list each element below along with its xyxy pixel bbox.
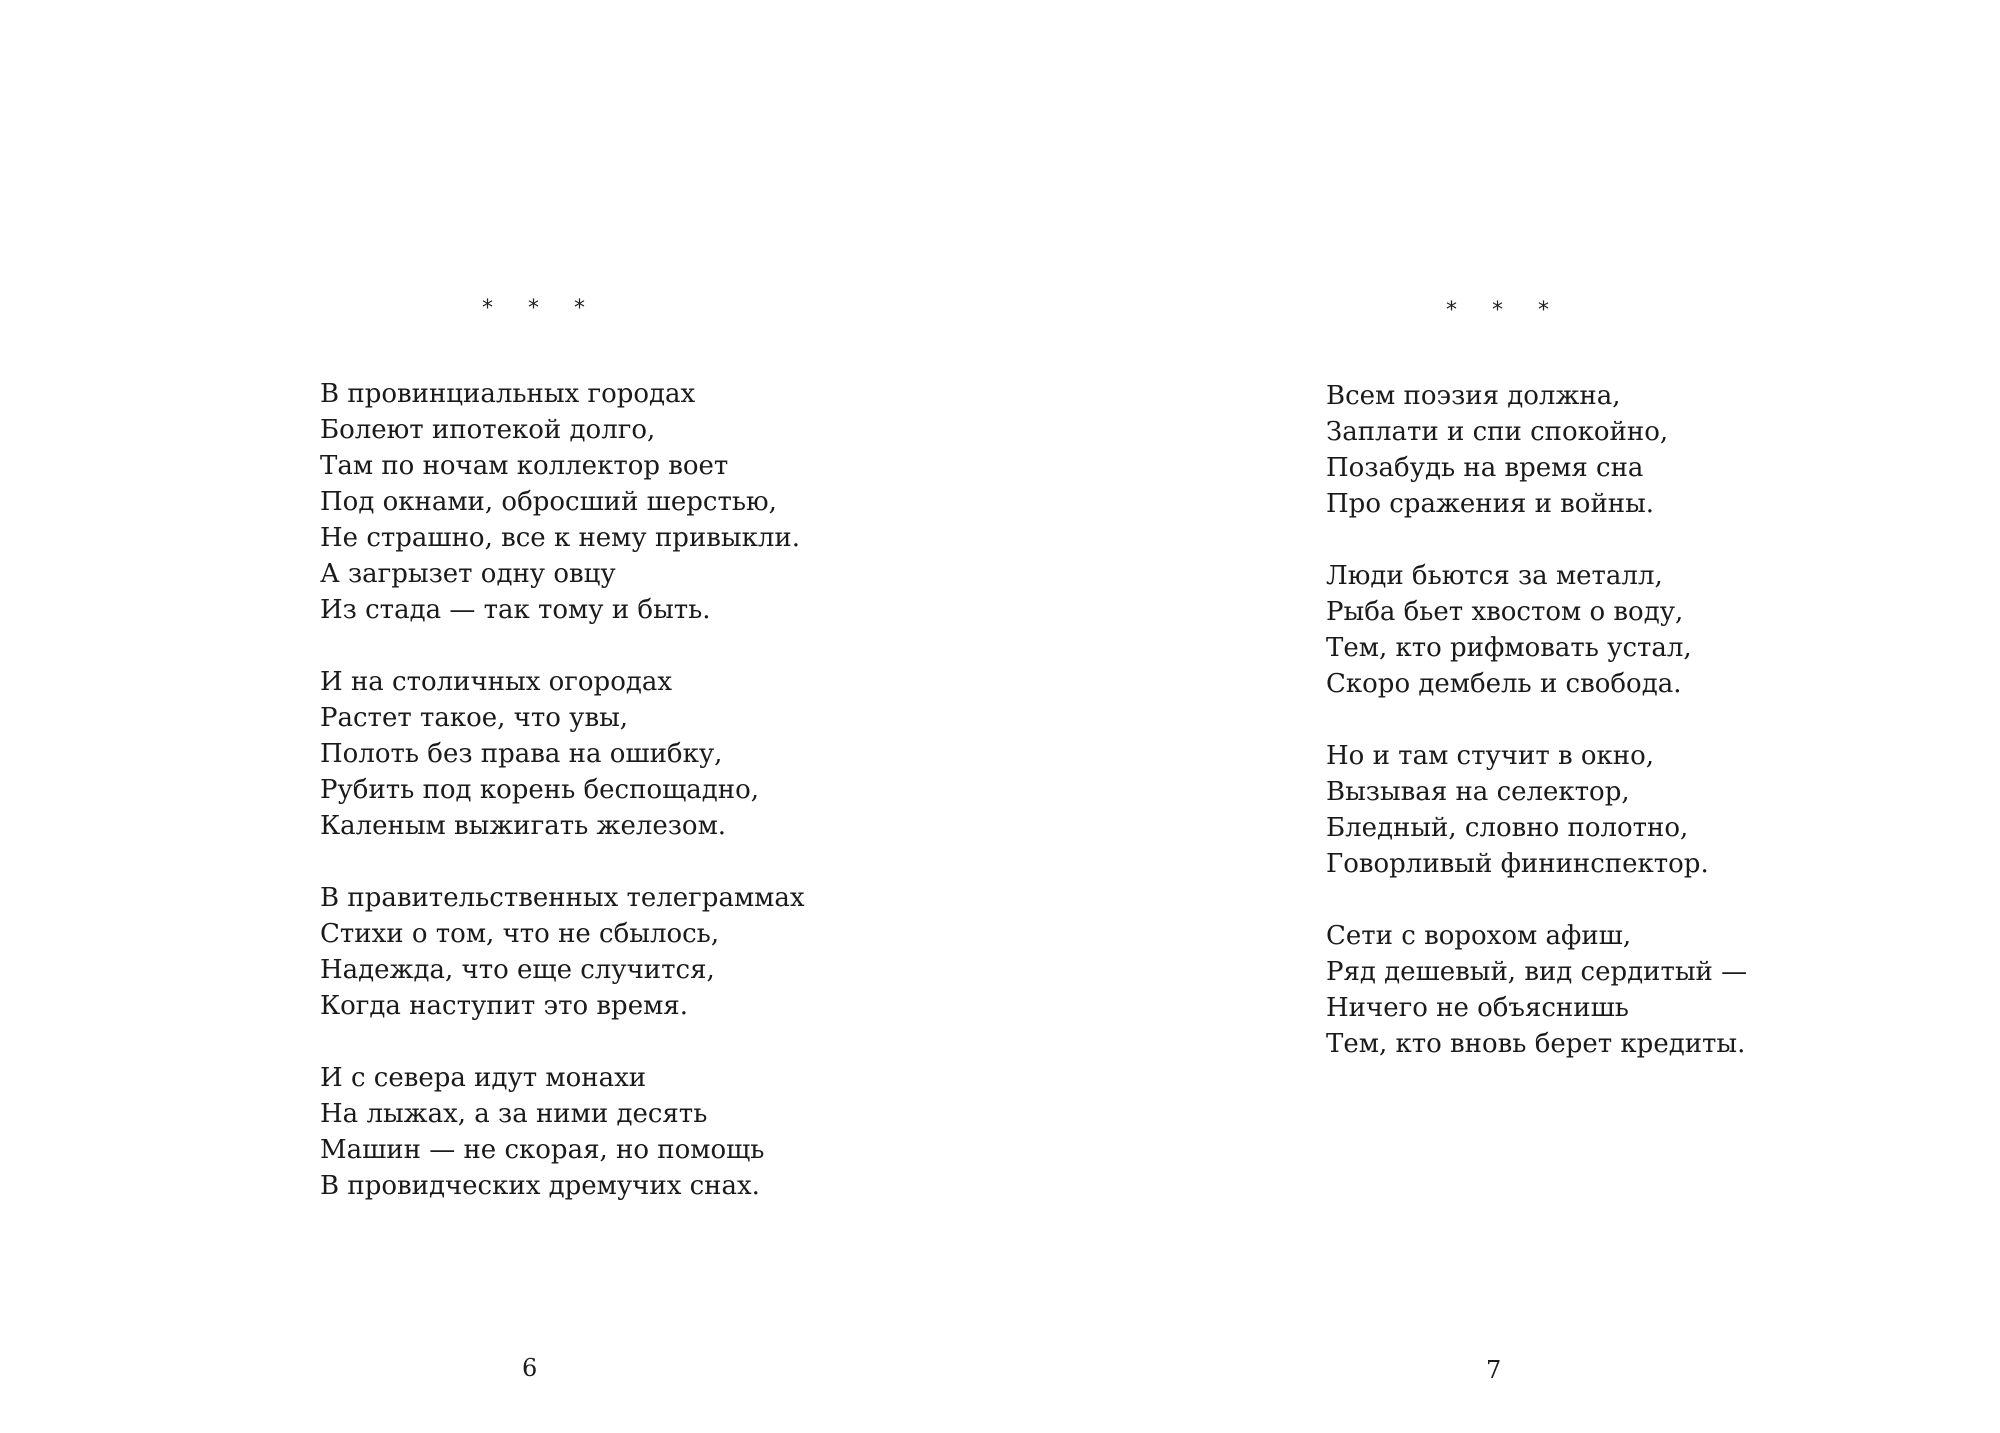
poem-line: Всем поэзия должна, bbox=[1326, 381, 1621, 411]
poem-line: Растет такое, что увы, bbox=[320, 703, 629, 733]
poem-line: Ничего не объяснишь bbox=[1326, 993, 1629, 1023]
poem-line: Вызывая на селектор, bbox=[1326, 777, 1630, 807]
page-number: 6 bbox=[522, 1354, 538, 1382]
poem-line: Люди бьются за металл, bbox=[1326, 561, 1663, 591]
poem-line: И с севера идут монахи bbox=[320, 1063, 647, 1093]
poem-line: Про сражения и войны. bbox=[1326, 489, 1655, 519]
poem bbox=[320, 376, 805, 1240]
poem-line: Тем, кто вновь берет кредиты. bbox=[1326, 1029, 1746, 1059]
section-separator: * * * bbox=[482, 296, 599, 321]
stanza bbox=[1326, 738, 1747, 882]
poem-line: На лыжах, а за ними десять bbox=[320, 1099, 708, 1129]
poem-line: Заплати и спи спокойно, bbox=[1326, 417, 1669, 447]
poem bbox=[1326, 378, 1747, 1098]
poem-line: Машин — не скорая, но помощь bbox=[320, 1135, 765, 1165]
stanza bbox=[320, 1060, 805, 1204]
stanza bbox=[1326, 558, 1747, 702]
stanza bbox=[1326, 918, 1747, 1062]
page-number: 7 bbox=[1486, 1356, 1502, 1384]
poem-line: Под окнами, обросший шерстью, bbox=[320, 487, 777, 517]
poem-line: Сети с ворохом афиш, bbox=[1326, 921, 1632, 951]
poem-line: Бледный, словно полотно, bbox=[1326, 813, 1689, 843]
poem-line: А загрызет одну овцу bbox=[320, 559, 616, 589]
poem-line: Каленым выжигать железом. bbox=[320, 811, 727, 841]
stanza bbox=[1326, 378, 1747, 522]
poem-line: В провинциальных городах bbox=[320, 379, 696, 409]
poem-line: В правительственных телеграммах bbox=[320, 883, 805, 913]
poem-line: Болеют ипотекой долго, bbox=[320, 415, 656, 445]
poem-line: Рыба бьет хвостом о воду, bbox=[1326, 597, 1684, 627]
poem-line: Но и там стучит в окно, bbox=[1326, 741, 1655, 771]
poem-line: Из стада — так тому и быть. bbox=[320, 595, 711, 625]
poem-line: Рубить под корень беспощадно, bbox=[320, 775, 760, 805]
stanza bbox=[320, 880, 805, 1024]
poem-line: Скоро дембель и свобода. bbox=[1326, 669, 1682, 699]
poem-line: Полоть без права на ошибку, bbox=[320, 739, 723, 769]
poem-line: Ряд дешевый, вид сердитый — bbox=[1326, 957, 1748, 987]
section-separator: * * * bbox=[1446, 298, 1563, 323]
poem-line: В провидческих дремучих снах. bbox=[320, 1171, 760, 1201]
right-page bbox=[1000, 0, 2000, 1433]
stanza bbox=[320, 376, 805, 628]
poem-line: Позабудь на время сна bbox=[1326, 453, 1644, 483]
poem-line: Говорливый фининспектор. bbox=[1326, 849, 1709, 879]
stanza bbox=[320, 664, 805, 844]
poem-line: И на столичных огородах bbox=[320, 667, 673, 697]
poem-line: Стихи о том, что не сбылось, bbox=[320, 919, 720, 949]
poem-line: Тем, кто рифмовать устал, bbox=[1326, 633, 1692, 663]
poem-line: Надежда, что еще случится, bbox=[320, 955, 715, 985]
poem-line: Не страшно, все к нему привыкли. bbox=[320, 523, 800, 553]
poem-line: Когда наступит это время. bbox=[320, 991, 688, 1021]
poem-line: Там по ночам коллектор воет bbox=[320, 451, 729, 481]
